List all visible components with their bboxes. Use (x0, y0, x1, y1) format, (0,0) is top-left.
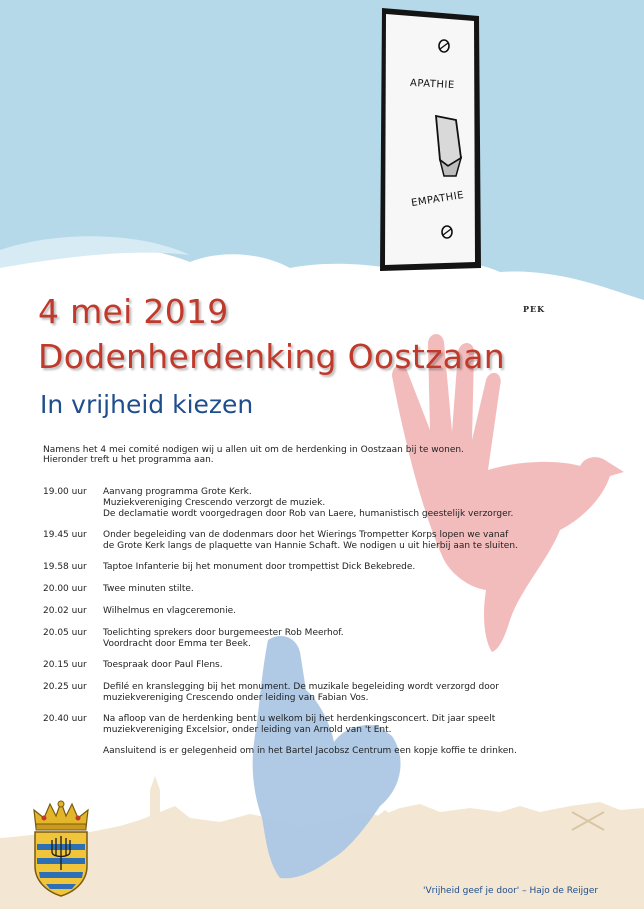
program-line: Muziekvereniging Crescendo verzorgt de muziek. (103, 498, 326, 508)
program-line: Wilhelmus en vlagceremonie. (103, 606, 237, 616)
program-line: Toelichting sprekers door burgemeester Rob Meerhof. (103, 628, 344, 638)
program-line: Defilé en kranslegging bij het monument. De muzikale begeleiding wordt verzorgd door (103, 682, 499, 692)
intro-text (43, 445, 563, 465)
program-item (43, 660, 563, 671)
program-description (103, 487, 563, 520)
program-item (43, 606, 563, 617)
title-event: Dodenherdenking Oostzaan (38, 337, 505, 376)
program-description (103, 660, 563, 671)
program-time (43, 746, 103, 757)
program-description (103, 746, 563, 757)
program-line: Twee minuten stilte. (103, 584, 194, 594)
program-item (43, 714, 563, 736)
program-description (103, 606, 563, 617)
program-description (103, 714, 563, 736)
program-time: 19.45 uur (43, 530, 87, 540)
program-description (103, 628, 563, 650)
program-line: muziekvereniging Excelsior, onder leiding van Arnold van 't Ent. (103, 725, 392, 735)
program-line: Na afloop van de herdenking bent u welkom bij het herdenkingsconcert. Dit jaar speelt (103, 714, 496, 724)
program-item (43, 682, 563, 704)
switch-label-empathie: EMPATHIE (410, 189, 465, 210)
program-description (103, 562, 563, 573)
program-line: Onder begeleiding van de dodenmars door het Wierings Trompetter Korps lopen we vanaf (103, 530, 509, 540)
program-item (43, 584, 563, 595)
coat-of-arms-icon (30, 800, 92, 898)
program-time: 19.58 uur (43, 562, 87, 572)
program-description (103, 682, 563, 704)
program-description (103, 530, 563, 552)
program-line: De declamatie wordt voorgedragen door Rob van Laere, humanistisch geestelijk verzorger. (103, 509, 514, 519)
program-item (43, 746, 563, 757)
program-item (43, 530, 563, 552)
program-description (103, 584, 563, 595)
program-time: 20.02 uur (43, 606, 87, 616)
artist-signature: PEK (523, 304, 546, 314)
program-time: 20.05 uur (43, 628, 87, 638)
subtitle: In vrijheid kiezen (40, 390, 254, 419)
program-item (43, 562, 563, 573)
program-line: Taptoe Infanterie bij het monument door trompettist Dick Bekebrede. (103, 562, 416, 572)
program-item (43, 628, 563, 650)
title-date: 4 mei 2019 (38, 292, 229, 331)
program-line: Voordracht door Emma ter Beek. (103, 639, 251, 649)
program-line: Toespraak door Paul Flens. (103, 660, 223, 670)
program-line: Aansluitend is er gelegenheid om in het Bartel Jacobsz Centrum een kopje koffie te drinken. (103, 746, 517, 756)
program-time: 20.40 uur (43, 714, 87, 724)
program-line: Aanvang programma Grote Kerk. (103, 487, 252, 497)
program-list (43, 487, 563, 757)
program-time: 20.15 uur (43, 660, 87, 670)
light-switch-illustration (380, 8, 481, 271)
program-item (43, 487, 563, 520)
footer-slogan: 'Vrijheid geef je door' – Hajo de Reijger (423, 886, 599, 896)
program-line: de Grote Kerk langs de plaquette van Hannie Schaft. We nodigen u uit hierbij aan te sluiten. (103, 541, 518, 551)
intro-line: Namens het 4 mei comité nodigen wij u allen uit om de herdenking in Oostzaan bij te wonen. (43, 445, 464, 455)
switch-label-apathie: APATHIE (409, 77, 455, 92)
program-time: 20.00 uur (43, 584, 87, 594)
intro-line: Hieronder treft u het programma aan. (43, 455, 214, 465)
program-time: 19.00 uur (43, 487, 87, 497)
program-line: muziekvereniging Crescendo onder leiding van Fabian Vos. (103, 693, 369, 703)
program-time: 20.25 uur (43, 682, 87, 692)
